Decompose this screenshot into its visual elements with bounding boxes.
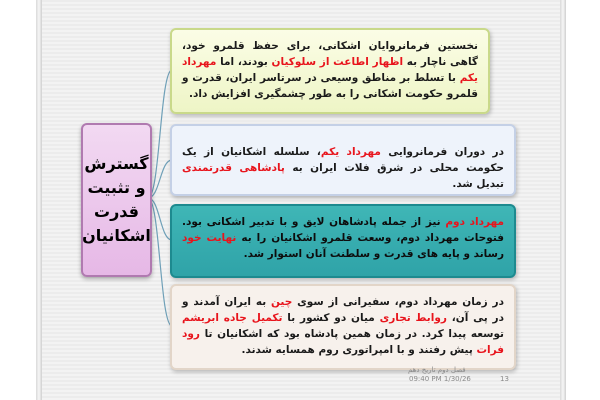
content-box-4 xyxy=(170,284,516,370)
body-text: توسعه پیدا کرد. در زمان همین پادشاه بود که اشکانیان تا xyxy=(199,328,504,340)
content-box-1 xyxy=(170,28,490,114)
body-text: به ایران آمدند و در پی آن، xyxy=(182,296,504,324)
title-line-1: گسترش xyxy=(84,154,149,173)
highlighted-text: پادشاهی قدرتمندی xyxy=(182,162,285,174)
body-text: نیز از جمله پادشاهان لایق و با تدبیر اشکانی بود. فتوحات مهرداد دوم، وسعت قلمرو اشکانیان را به xyxy=(182,216,504,244)
highlighted-text: تکمیل جاده ابریشم xyxy=(182,312,283,324)
body-text: در زمان مهرداد دوم، سفیرانی از سوی xyxy=(292,296,504,308)
highlighted-text: چین xyxy=(270,296,293,308)
central-title-box xyxy=(81,123,152,277)
body-text: تبدیل شد. xyxy=(452,178,504,190)
title-line-3: قدرت xyxy=(93,202,139,221)
content-box-3 xyxy=(170,204,516,278)
body-text: ، سلسله اشکانیان از یک حکومت محلی در شرق فلات ایران به xyxy=(182,146,504,174)
title-line-2: و تثبیت xyxy=(87,178,146,197)
content-box-2 xyxy=(170,124,516,196)
body-text: در دوران فرمانروایی xyxy=(380,146,504,158)
title-line-4: اشکانیان xyxy=(82,226,151,245)
highlighted-text: مهرداد دوم xyxy=(445,216,505,228)
highlighted-text: اظهار اطاعت از سلوکیان xyxy=(271,56,404,68)
highlighted-text: روابط تجاری xyxy=(379,312,447,324)
highlighted-text: مهرداد یکم xyxy=(182,56,478,84)
body-text: نخستین فرمانروایان اشکانی، برای حفظ قلمرو خود، گاهی ناچار به xyxy=(182,40,479,68)
body-text: میان دو کشور با xyxy=(282,312,380,324)
page-number: 13 xyxy=(500,375,509,383)
footer-date: 09:40 PM 1/30/26 xyxy=(409,375,471,383)
body-text: بودند، اما xyxy=(216,56,272,68)
footer-label: فصل دوم تاریخ دهم xyxy=(408,366,466,374)
body-text: پیش رفتند و با امپراتوری روم همسایه شدند. xyxy=(241,344,477,356)
body-text: رساند و پایه های قدرت و سلطنت آنان استوار شد. xyxy=(243,248,504,260)
highlighted-text: رود فرات xyxy=(182,328,504,356)
body-text: با تسلط بر مناطق وسیعی در سرتاسر ایران، قدرت و قلمرو حکومت اشکانی را به طور چشمگیری افزایش داد. xyxy=(182,72,478,100)
highlighted-text: نهایت خود xyxy=(182,232,237,244)
highlighted-text: مهرداد یکم xyxy=(320,146,381,158)
central-title xyxy=(82,152,151,248)
